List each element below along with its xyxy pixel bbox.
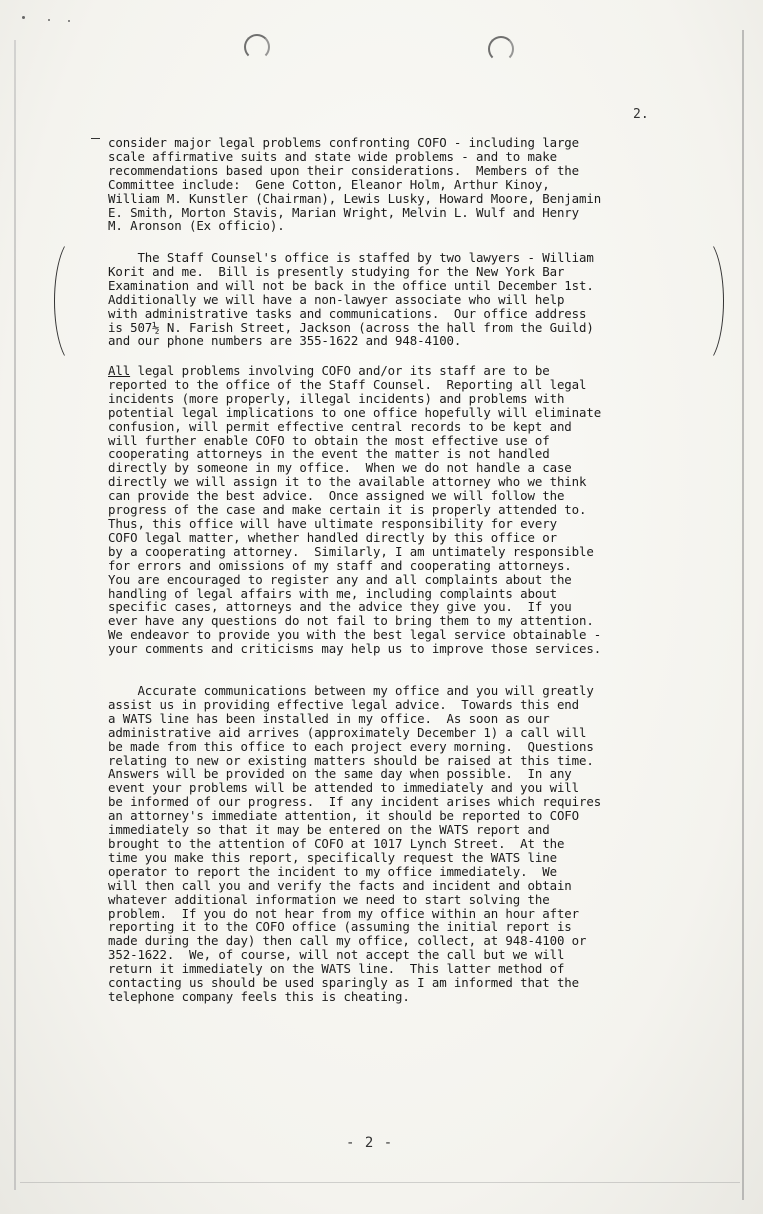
punch-hole-mark-right bbox=[488, 36, 514, 62]
footer-page-number: - 2 - bbox=[346, 1135, 394, 1151]
underlined-all: All bbox=[108, 363, 131, 378]
margin-dash-mark bbox=[91, 138, 100, 139]
left-paper-edge bbox=[14, 40, 16, 1190]
paragraph-reporting-legal-problems-body: legal problems involving COFO and/or its staff are to be reported to the office of the Staff Counsel. Reporting all legal incidents (more properly, illegal incidents) and problems with potential legal implications to one office hopefully will eliminate confusion, will permit effective central records to be kept and will further enable COFO to obtain the most effective use of cooperating attorneys in the event the matter is not handled directly by someone in my office. When we do not handle a case directly we will assign it to the available attorney who we think can provide the best advice. Once assigned we will follow the progress of the case and make certain it is properly attended to. Thus, this office will have ultimate responsibility for every COFO legal matter, whether handled directly by this office or by a cooperating attorney. Similarly, I am untimately responsible for errors and omissions of my staff and cooperating attorneys. You are encouraged to register any and all complaints about the handling of legal affairs with me, including complaints about specific cases, attorneys and the advice they give you. If you ever have any questions do not fail to bring them to my attention. We endeavor to provide you with the best legal service obtainable - your comments and criticisms may help us to improve those services. bbox=[108, 363, 602, 657]
left-handwritten-bracket bbox=[54, 236, 98, 366]
paragraph-communications-wats-line: Accurate communications between my office and you will greatly assist us in providing effective legal advice. Towards this end a WATS line has been installed in my office. As soon as our administrative aid arrives (approximately December 1) a call will be made from this office to each project every morning. Questions relating to new or existing matters should be raised at this time. Answers will be provided on the same day when possible. In any event your problems will be attended to immediately and you will be informed of our progress. If any incident arises which requires an attorney's immediate attention, it should be reported to COFO immediately so that it may be entered on the WATS report and brought to the attention of COFO at 1017 Lynch Street. At the time you make this report, specifically request the WATS line operator to report the incident to my office immediately. We will then call you and verify the facts and incident and obtain whatever additional information we need to start solving the problem. If you do not hear from my office within an hour after reporting it to the COFO office (assuming the initial report is made during the day) then call my office, collect, at 948-4100 or 352-1622. We, of course, will not accept the call but we will return it immediately on the WATS line. This latter method of contacting us should be used sparingly as I am informed that the telephone company feels this is cheating. bbox=[108, 683, 602, 1004]
punch-hole-mark-left bbox=[244, 34, 270, 60]
paragraph-committee-members: consider major legal problems confronting COFO - including large scale affirmative suits and state wide problems - and to make recommendations based upon their considerations. Members of the Committee include: Gene Cotton, Eleanor Holm, Arthur Kinoy, William M. Kunstler (Chairman), Lewis Lusky, Howard Moore, Benjamin E. Smith, Morton Stavis, Marian Wright, Melvin L. Wulf and Henry M. Aronson (Ex officio). bbox=[108, 135, 602, 234]
speck bbox=[22, 16, 25, 19]
bottom-paper-edge bbox=[20, 1182, 740, 1183]
right-paper-edge bbox=[742, 30, 744, 1200]
paragraph-reporting-legal-problems bbox=[108, 364, 601, 656]
speck bbox=[68, 20, 70, 22]
page-marker: 2. bbox=[633, 107, 649, 122]
right-handwritten-bracket bbox=[680, 236, 724, 366]
paragraph-staff-counsel-office: The Staff Counsel's office is staffed by two lawyers - William Korit and me. Bill is presently studying for the New York Bar Examination and will not be back in the office until December 1st. Additionally we will have a non-lawyer associate who will help with administrative tasks and communications. Our office address is 507½ N. Farish Street, Jackson (across the hall from the Guild) and our phone numbers are 355-1622 and 948-4100. bbox=[108, 250, 594, 349]
speck bbox=[48, 19, 50, 21]
